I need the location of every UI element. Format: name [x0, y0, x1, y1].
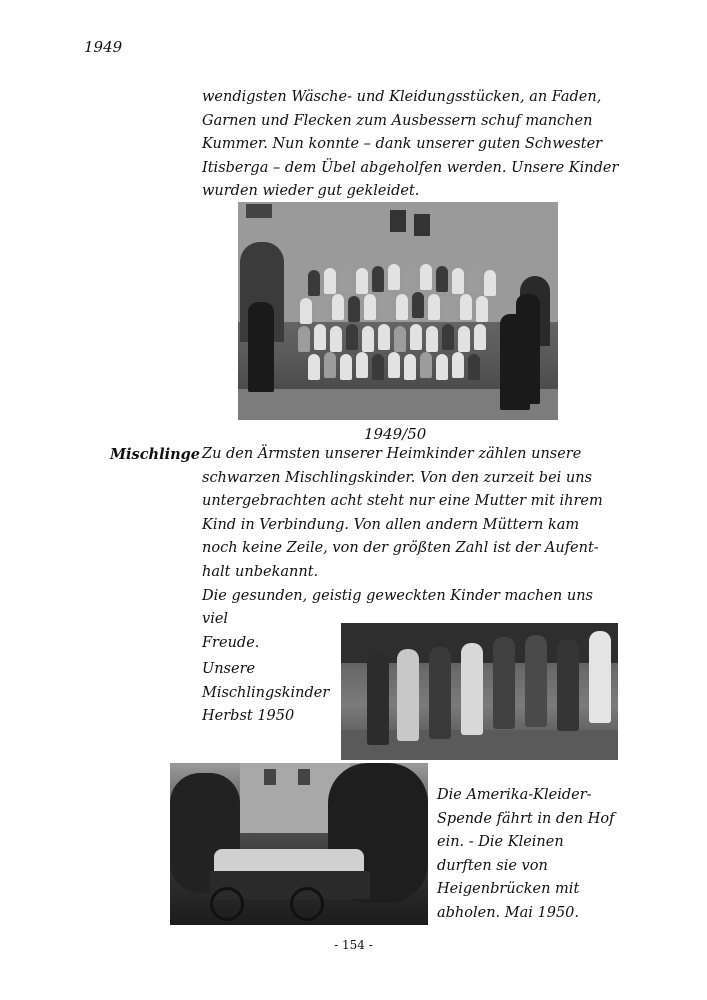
caption-line: Unsere [202, 661, 256, 677]
caption-line: durften sie von [437, 857, 548, 874]
children-photo-1950 [341, 623, 618, 760]
text-line: wurden wieder gut gekleidet. [202, 183, 420, 200]
photo-caption-donation [437, 784, 617, 925]
caption-line: Herbst 1950 [202, 708, 295, 724]
text-line: Garnen und Flecken zum Ausbessern schuf manchen [202, 112, 593, 129]
group-photo-1949 [238, 202, 558, 420]
text-line: halt unbekannt. [202, 563, 319, 580]
caption-line: ein. - Die Kleinen [437, 834, 564, 850]
text-line: Zu den Ärmsten unserer Heimkinder zählen unsere [202, 446, 582, 462]
text-line: untergebrachten acht steht nur eine Mutter mit ihrem [202, 493, 603, 510]
text-line: Die gesunden, geistig geweckten Kinder machen uns viel [202, 587, 593, 628]
text-line: Freude. [202, 634, 260, 651]
page-number: - 154 - [334, 938, 373, 952]
text-line: Kind in Verbindung. Von allen andern Müttern kam [202, 516, 580, 533]
margin-label: Mischlinge [110, 446, 201, 463]
text-line: Itisberga – dem Übel abgeholfen werden. Unsere Kinder [202, 159, 619, 176]
caption-line: Spende fährt in den Hof [437, 810, 615, 827]
caption-line: Die Amerika-Kleider- [437, 787, 592, 803]
text-line: noch keine Zeile, von der größten Zahl ist der Aufent- [202, 540, 599, 557]
paragraph-clothing [202, 86, 622, 204]
text-line: wendigsten Wäsche- und Kleidungsstücken, an Faden, [202, 89, 602, 105]
caption-line: Heigenbrücken mit [437, 881, 580, 897]
caption-line: abholen. Mai 1950. [437, 904, 580, 921]
text-line: schwarzen Mischlingskinder. Von den zurzeit bei uns [202, 469, 593, 486]
photo-caption-year: 1949/50 [364, 425, 427, 443]
cart-photo-1950 [170, 763, 428, 925]
photo-caption-children [202, 658, 329, 729]
text-line: Kummer. Nun konnte – dank unserer guten Schwester [202, 136, 603, 153]
caption-line: Mischlingskinder [202, 684, 330, 701]
year-heading: 1949 [84, 38, 123, 56]
